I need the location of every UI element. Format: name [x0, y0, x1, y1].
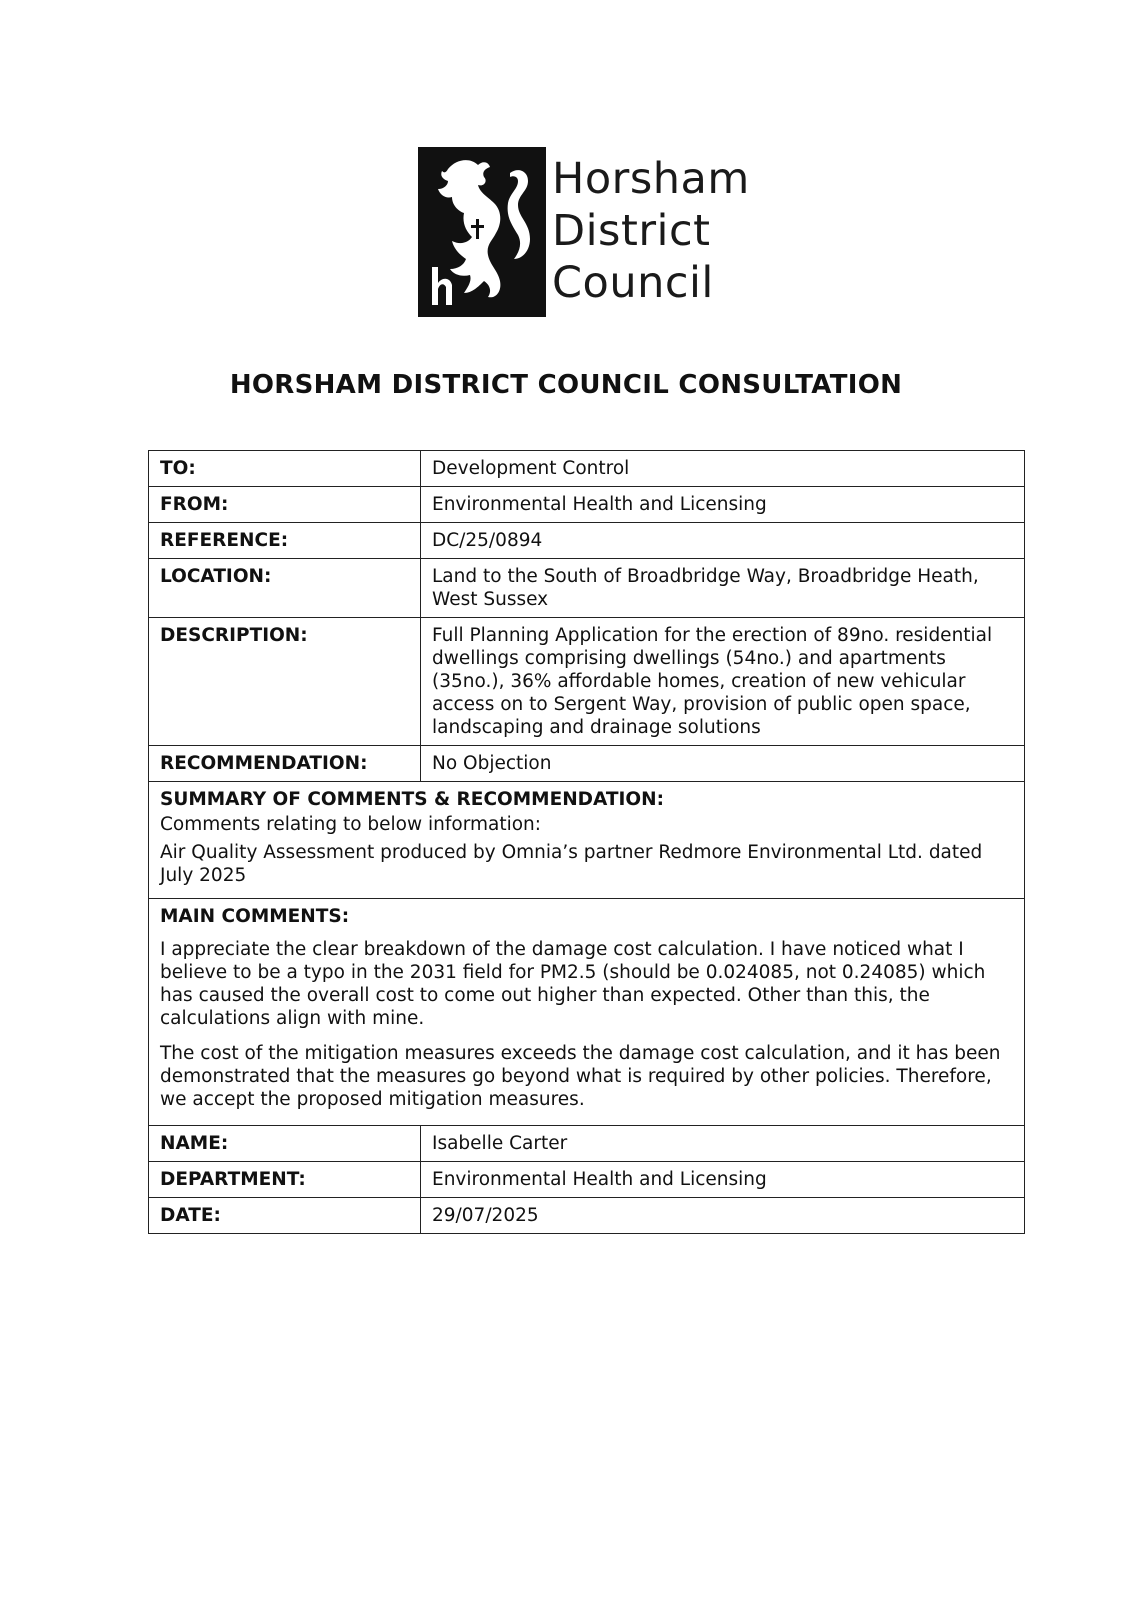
- main-comments-heading: MAIN COMMENTS:: [160, 906, 350, 927]
- reference-label: REFERENCE:: [149, 523, 421, 559]
- council-logo-text: [552, 153, 750, 309]
- row-reference: [149, 523, 1025, 559]
- logo-line-2: District: [552, 206, 711, 256]
- description-label: DESCRIPTION:: [149, 618, 421, 746]
- name-label: NAME:: [149, 1126, 421, 1162]
- consultation-table: [148, 450, 1025, 1234]
- row-main-comments: [149, 899, 1025, 1126]
- logo-line-3: Council: [552, 258, 714, 308]
- from-value: Environmental Health and Licensing: [421, 487, 1025, 523]
- location-value: Land to the South of Broadbridge Way, Broadbridge Heath, West Sussex: [421, 559, 1025, 618]
- department-value: Environmental Health and Licensing: [421, 1162, 1025, 1198]
- to-label: TO:: [149, 451, 421, 487]
- row-summary: [149, 782, 1025, 899]
- row-name: [149, 1126, 1025, 1162]
- row-department: [149, 1162, 1025, 1198]
- location-label: LOCATION:: [149, 559, 421, 618]
- row-from: [149, 487, 1025, 523]
- reference-value: DC/25/0894: [421, 523, 1025, 559]
- summary-cell: [149, 782, 1025, 899]
- document-title: HORSHAM DISTRICT COUNCIL CONSULTATION: [229, 370, 903, 400]
- recommendation-label: RECOMMENDATION:: [149, 746, 421, 782]
- to-value: Development Control: [421, 451, 1025, 487]
- main-comments-paragraph-1: I appreciate the clear breakdown of the damage cost calculation. I have noticed what I believe to be a typo in the 2031 field for PM2.5 (should be 0.024085, not 0.24085) which has caused the overall cost to come out higher than expected. Other than this, the calculations align with mine.: [160, 939, 986, 1029]
- row-description: [149, 618, 1025, 746]
- name-value: Isabelle Carter: [421, 1126, 1025, 1162]
- main-comments-paragraph-2: The cost of the mitigation measures exceeds the damage cost calculation, and it has been demonstrated that the measures go beyond what is required by other policies. Therefore, we accept the proposed mitigation measures.: [160, 1043, 1001, 1110]
- lion-crest-icon: [418, 147, 546, 317]
- date-label: DATE:: [149, 1198, 421, 1234]
- row-to: [149, 451, 1025, 487]
- recommendation-value: No Objection: [421, 746, 1025, 782]
- row-location: [149, 559, 1025, 618]
- main-comments-cell: [149, 899, 1025, 1126]
- department-label: DEPARTMENT:: [149, 1162, 421, 1198]
- logo-line-1: Horsham: [552, 154, 750, 204]
- row-recommendation: [149, 746, 1025, 782]
- row-date: [149, 1198, 1025, 1234]
- summary-heading: SUMMARY OF COMMENTS & RECOMMENDATION:: [160, 789, 665, 810]
- date-value: 29/07/2025: [421, 1198, 1025, 1234]
- from-label: FROM:: [149, 487, 421, 523]
- summary-line-1: Comments relating to below information:: [160, 814, 542, 835]
- description-value: Full Planning Application for the erection of 89no. residential dwellings comprising dwellings (54no.) and apartments (35no.), 36% affordable homes, creation of new vehicular access on to Sergent Way, provision of public open space, landscaping and drainage solutions: [421, 618, 1025, 746]
- council-logo: [418, 147, 750, 317]
- summary-line-2: Air Quality Assessment produced by Omnia’s partner Redmore Environmental Ltd. dated July 2025: [160, 842, 983, 886]
